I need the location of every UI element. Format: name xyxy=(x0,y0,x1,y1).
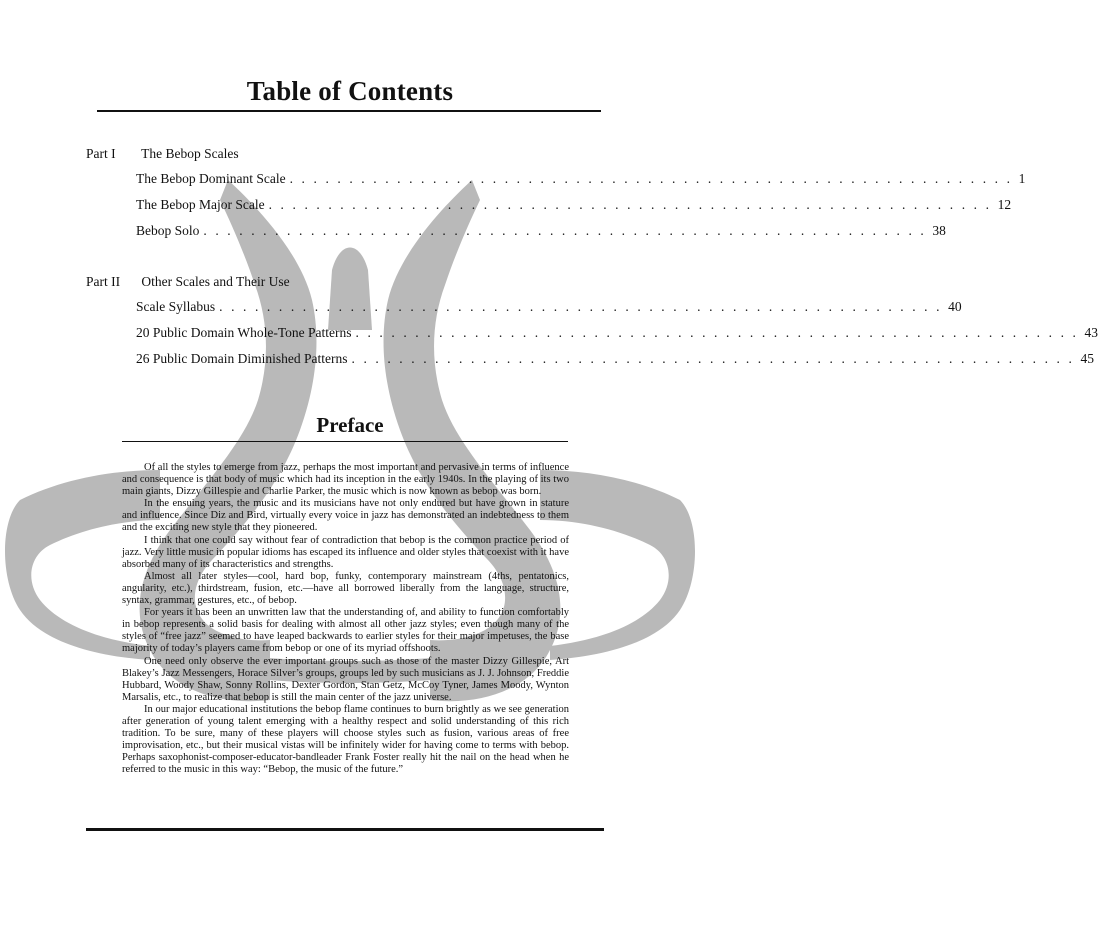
preface-paragraph: For years it has been an unwritten law that the understanding of, and ability to function comfortably in bebop represents a solid basis for dealing with almost all other jazz styles; even though many of the styles of “free jazz” seemed to have leaped backwards to earlier styles for their major impetuses, the base majority of today’s players came from bebop or one of its myriad offshoots. xyxy=(122,607,569,655)
dot-leader: . . . . . . . . . . . . . . . . . . . . . . . . . . . . . . . . . . . . . . . . . . . . . . . . . . . . . . . . . . . . . xyxy=(289,171,1013,186)
toc-entry-page: 45 xyxy=(1080,351,1094,366)
preface-title: Preface xyxy=(316,413,384,437)
preface-paragraph: Of all the styles to emerge from jazz, perhaps the most important and pervasive in terms of influence and consequence is that body of music which had its inception in the early 1940s. In the playing of its two main giants, Dizzy Gillespie and Charlie Parker, the music which is now known as bebop was born. xyxy=(122,462,569,498)
toc-entry[interactable] xyxy=(136,299,962,317)
footer-divider xyxy=(86,828,604,831)
preface-body xyxy=(122,462,569,776)
toc-entry-label: The Bebop Dominant Scale xyxy=(136,171,286,186)
preface-paragraph: In our major educational institutions the bebop flame continues to burn brightly as we see generation after generation of young talent emerging with a healthy respect and solid understanding of this rich tradition. To be sure, many of these players will choose styles such as fusion, various areas of free improvisation, etc., but their musical vistas will be infinitely wider for having come to terms with bebop. Perhaps saxophonist-composer-educator-bandleader Frank Foster really hit the nail on the head when he referred to the music in this way: “Bebop, the music of the future.” xyxy=(122,703,569,776)
toc-entry-label: 20 Public Domain Whole-Tone Patterns xyxy=(136,325,352,340)
toc-entry[interactable] xyxy=(136,325,1098,343)
toc-entry-page: 38 xyxy=(932,223,946,238)
toc-entry[interactable] xyxy=(136,351,1094,369)
dot-leader: . . . . . . . . . . . . . . . . . . . . . . . . . . . . . . . . . . . . . . . . . . . . . . . . . . . . . . . . . . . . . xyxy=(268,197,992,212)
toc-entry-page: 43 xyxy=(1084,325,1098,340)
toc-title: Table of Contents xyxy=(246,76,454,106)
preface-divider xyxy=(122,441,568,442)
preface-paragraph: In the ensuing years, the music and its musicians have not only endured but have grown in stature and influence. Since Diz and Bird, virtually every voice in jazz has demonstrated an indebtedness to them and the exciting new style that they pioneered. xyxy=(122,498,569,534)
toc-entry[interactable] xyxy=(136,171,1026,189)
toc-entry-label: Bebop Solo xyxy=(136,223,200,238)
toc-entry[interactable] xyxy=(136,223,946,241)
dot-leader: . . . . . . . . . . . . . . . . . . . . . . . . . . . . . . . . . . . . . . . . . . . . . . . . . . . . . . . . . . . . . xyxy=(219,299,943,314)
toc-entry-label: 26 Public Domain Diminished Patterns xyxy=(136,351,348,366)
toc-part-1 xyxy=(86,146,239,162)
preface-paragraph: I think that one could say without fear of contradiction that bebop is the common practice period of jazz. Very little music in popular idioms has escaped its influence and older styles that coexist with it have absorbed many of its characteristics and strengths. xyxy=(122,534,569,570)
dot-leader: . . . . . . . . . . . . . . . . . . . . . . . . . . . . . . . . . . . . . . . . . . . . . . . . . . . . . . . . . . . . . xyxy=(351,351,1075,366)
title-divider xyxy=(97,110,601,112)
dot-leader: . . . . . . . . . . . . . . . . . . . . . . . . . . . . . . . . . . . . . . . . . . . . . . . . . . . . . . . . . . . . . xyxy=(355,325,1079,340)
part-number: Part II xyxy=(86,274,121,289)
toc-entry-page: 1 xyxy=(1018,171,1026,186)
toc-part-2 xyxy=(86,274,290,290)
toc-entry-label: Scale Syllabus xyxy=(136,299,216,314)
part-title: The Bebop Scales xyxy=(141,146,239,161)
toc-entry-page: 12 xyxy=(997,197,1012,212)
toc-entry-page: 40 xyxy=(948,299,962,314)
preface-paragraph: One need only observe the ever important groups such as those of the master Dizzy Gillespie, Art Blakey’s Jazz Messengers, Horace Silver’s groups, groups led by such musicians as J. J. Johnson, Freddie Hubbard, Woody Shaw, Sonny Rollins, Dexter Gordon, Stan Getz, McCoy Tyner, James Moody, Wynton Marsalis, etc., to realize that bebop is still the main center of the jazz universe. xyxy=(122,655,569,703)
preface-paragraph: Almost all later styles—cool, hard bop, funky, contemporary mainstream (4ths, pentatonics, angularity, etc.), thirdstream, fusion, etc.—have all borrowed liberally from the language, structure, syntax, grammar, gestures, etc., of bebop. xyxy=(122,570,569,607)
toc-entry[interactable] xyxy=(136,197,1012,215)
toc-entry-label: The Bebop Major Scale xyxy=(136,197,265,212)
dot-leader: . . . . . . . . . . . . . . . . . . . . . . . . . . . . . . . . . . . . . . . . . . . . . . . . . . . . . . . . . . . . . xyxy=(203,223,927,238)
part-number: Part I xyxy=(86,146,116,161)
part-title: Other Scales and Their Use xyxy=(141,274,290,289)
